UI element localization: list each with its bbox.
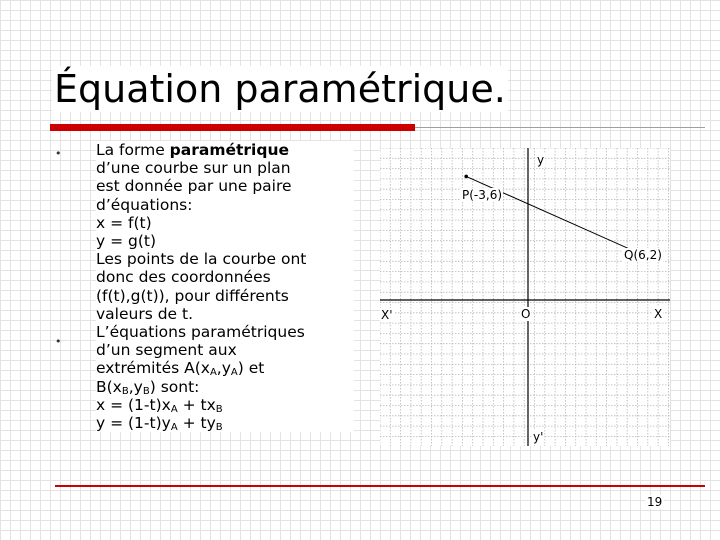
item1-line-2: d’une courbe sur un plan — [96, 159, 291, 178]
y-negative-label: y' — [533, 430, 544, 444]
slide-body-text — [96, 141, 354, 432]
bullet-dot-1: • — [55, 147, 62, 160]
point-p-label: P(-3,6) — [462, 188, 503, 202]
origin-label: O — [521, 307, 531, 321]
slide-title: Équation paramétrique. — [54, 67, 506, 111]
bold-term: paramétrique — [169, 141, 290, 159]
footer-rule — [55, 485, 705, 487]
point-p — [464, 175, 468, 179]
bullet-item-1 — [96, 141, 354, 323]
graph-canvas — [380, 148, 670, 446]
point-q-label: Q(6,2) — [624, 248, 662, 262]
item1-line-9: (f(t),g(t)), pour différents — [96, 286, 289, 305]
item2-equation-y: $y = (1-t)y_A + ty_B$ — [96, 414, 223, 434]
title-underline-red — [50, 124, 415, 131]
coordinate-graph — [380, 148, 670, 446]
item1-line-4: d’équations: — [96, 195, 193, 214]
y-axis-label: y — [537, 153, 545, 167]
item2-line-3: extrémités $A(x_A,y_A)$ et — [96, 359, 265, 379]
bullet-item-2 — [96, 323, 354, 432]
item2-line-2: d’un segment aux — [96, 341, 237, 360]
item1-line-8: donc des coordonnées — [96, 268, 271, 287]
item1-line-10: valeurs de t. — [96, 304, 194, 323]
bullet-dot-2: • — [55, 335, 62, 348]
item2-line-1: L’équations paramétriques — [96, 323, 305, 342]
item1-line-7: Les points de la courbe ont — [96, 250, 307, 269]
item2-line-4: $B(x_B,y_B)$ sont: — [96, 377, 200, 397]
item2-equation-x: $x = (1-t)x_A + tx_B$ — [96, 395, 223, 415]
title-underline-grey — [415, 127, 705, 128]
item1-equation-y: y = g(t) — [96, 232, 157, 251]
item1-line-1: La forme paramétrique — [96, 141, 290, 159]
x-negative-label: X' — [381, 308, 393, 322]
graph-background — [380, 148, 670, 446]
x-axis-label: X — [654, 307, 663, 321]
item1-line-3: est donnée par une paire — [96, 177, 292, 196]
item1-equation-x: x = f(t) — [96, 213, 152, 232]
page-number: 19 — [647, 495, 663, 509]
